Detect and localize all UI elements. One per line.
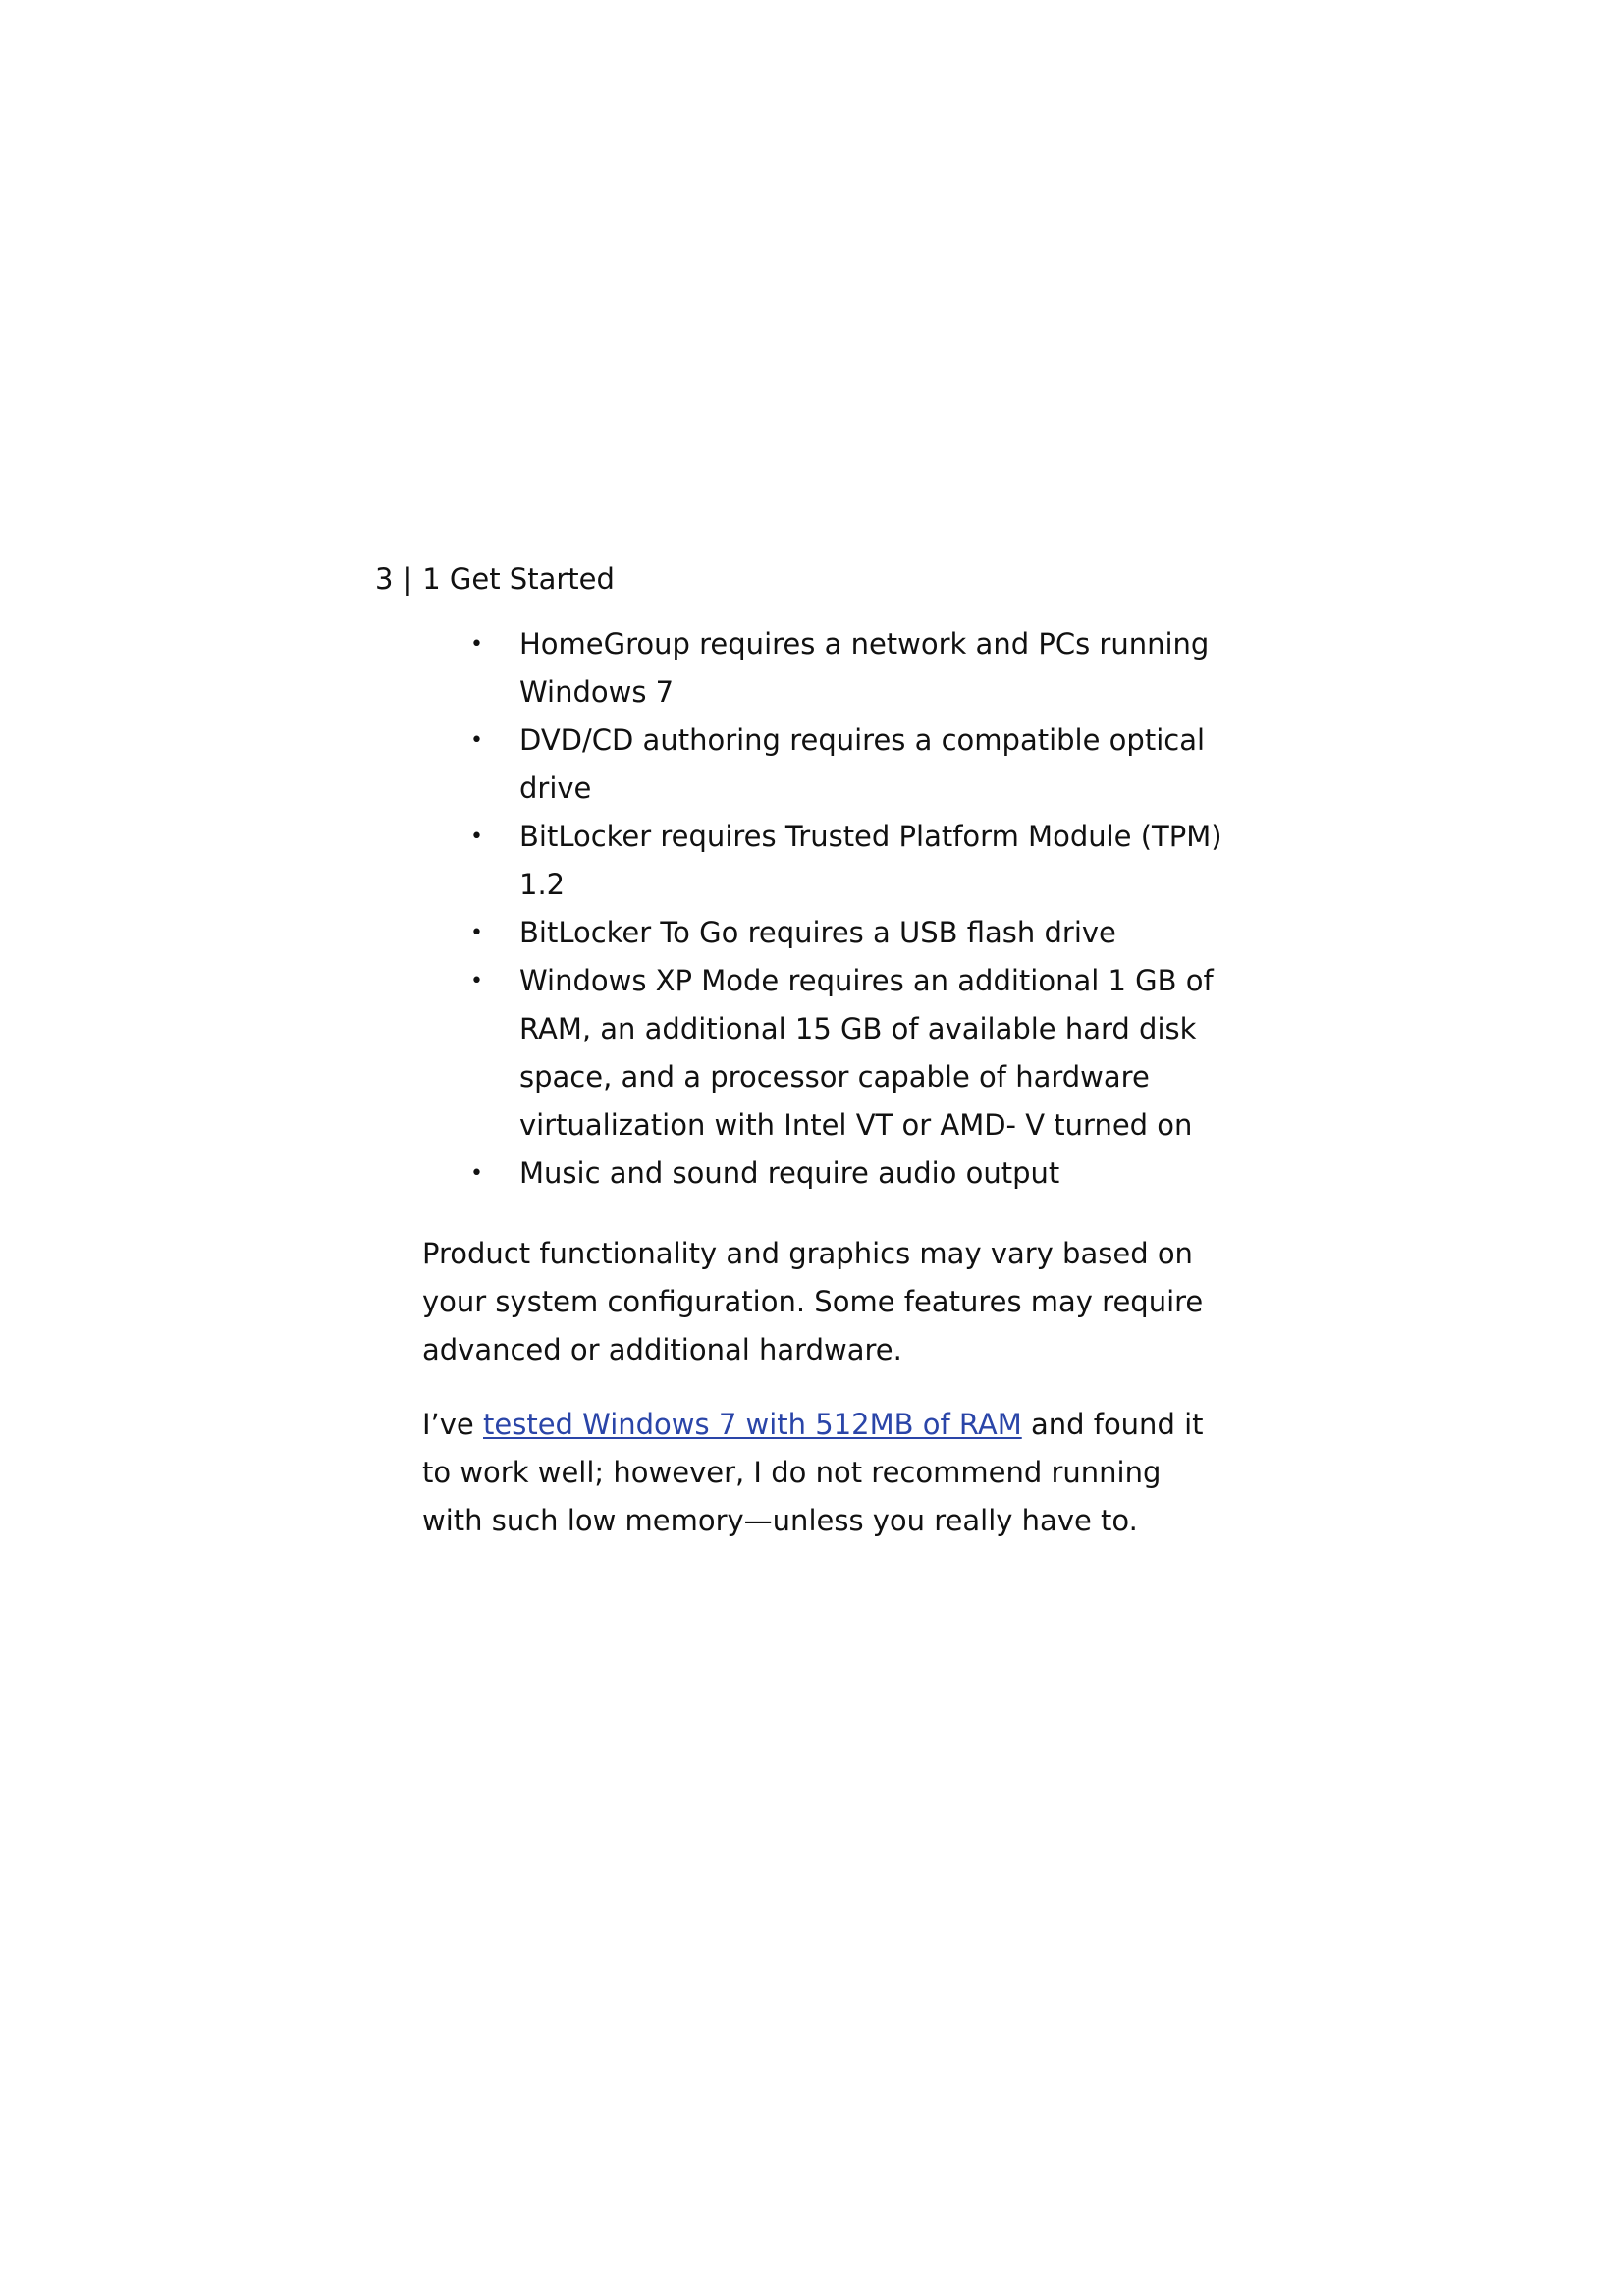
running-header bbox=[375, 556, 615, 603]
paragraph-trail: and found it to work well; however, I do not recommend running with such low memory—unless you really have to. bbox=[422, 1408, 1204, 1537]
list-item bbox=[422, 909, 1227, 957]
bullet-icon: • bbox=[470, 1161, 483, 1186]
bullet-icon: • bbox=[470, 632, 483, 657]
ram-test-link[interactable]: tested Windows 7 with 512MB of RAM bbox=[483, 1408, 1022, 1441]
list-item-text: HomeGroup requires a network and PCs running Windows 7 bbox=[519, 627, 1210, 709]
list-item-text: DVD/CD authoring requires a compatible optical drive bbox=[519, 723, 1206, 805]
page-number: 3 bbox=[375, 562, 394, 596]
bullet-icon: • bbox=[470, 825, 483, 849]
list-item bbox=[422, 957, 1227, 1149]
list-item bbox=[422, 717, 1227, 813]
requirements-list bbox=[422, 620, 1227, 1198]
paragraph-hardware-note: Product functionality and graphics may vary based on your system configuration. Some features may require advanced or additional hardware. bbox=[422, 1237, 1204, 1366]
paragraph-lead: I’ve bbox=[422, 1408, 483, 1441]
bullet-icon: • bbox=[470, 728, 483, 753]
list-item bbox=[422, 1149, 1227, 1198]
list-item bbox=[422, 620, 1227, 717]
bullet-icon: • bbox=[470, 969, 483, 993]
list-item-text: Music and sound require audio output bbox=[519, 1156, 1060, 1190]
list-item bbox=[422, 813, 1227, 909]
bullet-icon: • bbox=[470, 921, 483, 945]
list-item-text: BitLocker requires Trusted Platform Module (TPM) 1.2 bbox=[519, 820, 1222, 901]
header-separator: | bbox=[403, 562, 413, 596]
paragraph-ram-test bbox=[422, 1401, 1227, 1545]
list-item-text: Windows XP Mode requires an additional 1 GB of RAM, an additional 15 GB of available hard disk space, and a processor capable of hardware virtualization with Intel VT or AMD- V turned on bbox=[519, 964, 1214, 1142]
chapter-title: 1 Get Started bbox=[422, 562, 615, 596]
list-item-text: BitLocker To Go requires a USB flash drive bbox=[519, 916, 1116, 949]
